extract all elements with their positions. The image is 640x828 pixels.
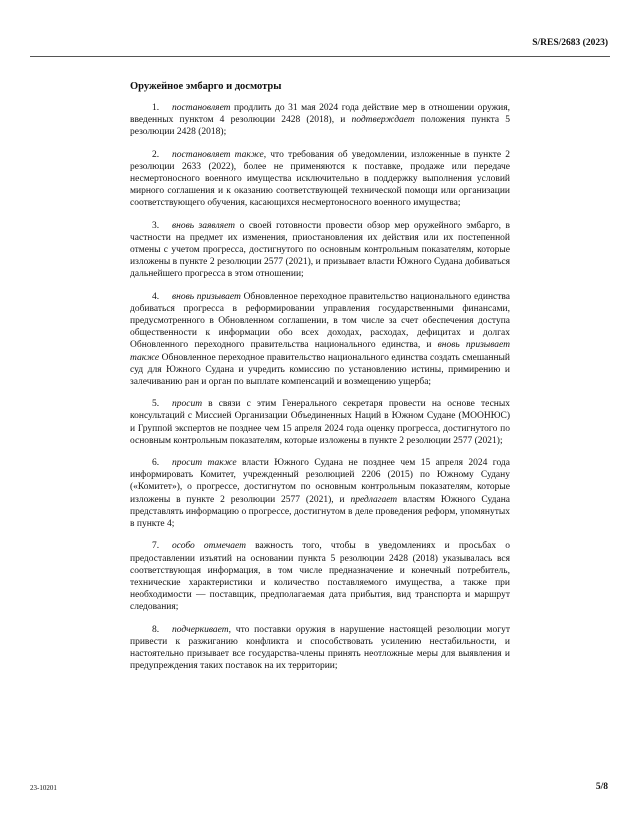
paragraph-number: 3. [152,220,160,231]
operative-verb: постановляет также [172,149,264,160]
paragraph-number: 6. [152,458,160,469]
paragraph-text: , что поставки оружия в нарушение настоящей резолюции могут привести к разжиганию конфликта и способствовать усилению нестабильности, и настоятельно призывает все государства-члены принять неотложные меры для выявления и предупреждения таких поставок на их территории; [130,624,510,672]
paragraph-text: властям Южного Судана представлять информацию о прогрессе, достигнутом в деле проведения реформ, упомянутых в пункте 4; [130,494,510,530]
operative-verb: просит также [172,458,237,469]
paragraph [130,149,510,210]
paragraph-list [130,102,510,672]
paragraph-text: власти Южного Судана не позднее чем 15 апреля 2024 года информировать Комитет, учрежденный резолюцией 2206 (2015) по Южному Судану («Комитет»), о прогрессе, достигнутом по основным контрольным показателям, которые изложены в пункте 2 резолюции 2577 (2021), и [130,458,510,505]
operative-verb: вновь призывает также [130,340,511,363]
operative-verb: особо отмечает [172,541,246,552]
paragraph-text: Обновленное переходное правительство национального единства добиваться прогресса в реформировании управления государственными финансами, предусмотренного в Обновленном соглашении, в том числе за счет обеспечения доступа общественности к информации обо всех доходах, расходах, дефицитах и долгах Обновленного переходного правительства национального единства, и [130,291,510,351]
paragraph-number: 4. [152,291,160,302]
operative-verb: вновь призывает [172,291,241,302]
operative-verb: подтверждает [351,115,415,126]
section-title: Оружейное эмбарго и досмотры [130,81,282,92]
document-symbol: S/RES/2683 (2023) [532,38,608,48]
paragraph [130,540,510,613]
paragraph-text: , что требования об уведомлении, изложенные в пункте 2 резолюции 2633 (2022), более не применяются к поставке, продаже или передаче несмертоносного военного имущества исключительно в поддержку выполнения условий мирного соглашения и к оказанию соответствующей технической помощи или организации соответствующего обучения, касающихся несмертоносного военного имущества; [130,149,510,209]
operative-verb: предлагает [350,494,398,505]
job-number: 23-10201 [30,784,57,792]
paragraph-number: 7. [152,541,160,552]
paragraph-text: важность того, чтобы в уведомлениях и просьбах о предоставлении изъятий на основании пункта 5 резолюции 2428 (2018) указывалась вся соответствующая информация, в том числе предназначение и конечный потребитель, технические характеристики и количество поставляемого имущества, а также при необходимости — поставщик, предполагаемая дата прибытия, вид транспорта и маршрут следования; [130,541,510,613]
document-body [130,80,510,682]
paragraph [130,457,510,530]
paragraph [130,398,510,447]
operative-verb: просит [172,399,203,410]
operative-verb: вновь заявляет [172,220,236,231]
paragraph-text: продлить до 31 мая 2024 года действие мер в отношении оружия, введенных пунктом 4 резолюции 2428 (2018), и [130,103,510,126]
paragraph-text: положения пункта 5 резолюции 2428 (2018); [130,115,510,138]
paragraph-text: в связи с этим Генерального секретаря провести на основе тесных консультаций с Миссией Организации Объединенных Наций в Южном Судане (МООНЮС) и Группой экспертов не позднее чем 15 апреля 2024 года оценку прогресса, достигнутого по основным контрольным показателям, которые изложены в пункте 2 резолюции 2577 (2021); [130,399,510,446]
paragraph [130,220,510,281]
paragraph-number: 2. [152,149,160,160]
header-divider [30,56,610,57]
page-number: 5/8 [595,782,608,792]
paragraph-number: 8. [152,624,160,635]
paragraph-number: 1. [152,103,160,113]
paragraph-text: о своей готовности провести обзор мер оружейного эмбарго, в частности на предмет их изменения, приостановления их действия или их постепенной отмены с учетом прогресса, достигнутого по основным контрольным показателям, которые изложены в пункте 2 резолюции 2577 (2021), и призывает власти Южного Судана добиваться дальнейшего прогресса в этом отношении; [130,220,510,280]
operative-verb: подчеркивает [172,624,229,635]
paragraph [130,291,510,389]
paragraph-number: 5. [152,399,160,410]
operative-verb: постановляет [172,103,231,113]
paragraph-text: Обновленное переходное правительство национального единства создать смешанный суд для Южного Судана и учредить комиссию по установлению истины, примирению и залечиванию ран и орган по выплате компенсаций и возмещению ущерба; [130,352,510,388]
paragraph [130,102,510,139]
paragraph [130,624,510,673]
